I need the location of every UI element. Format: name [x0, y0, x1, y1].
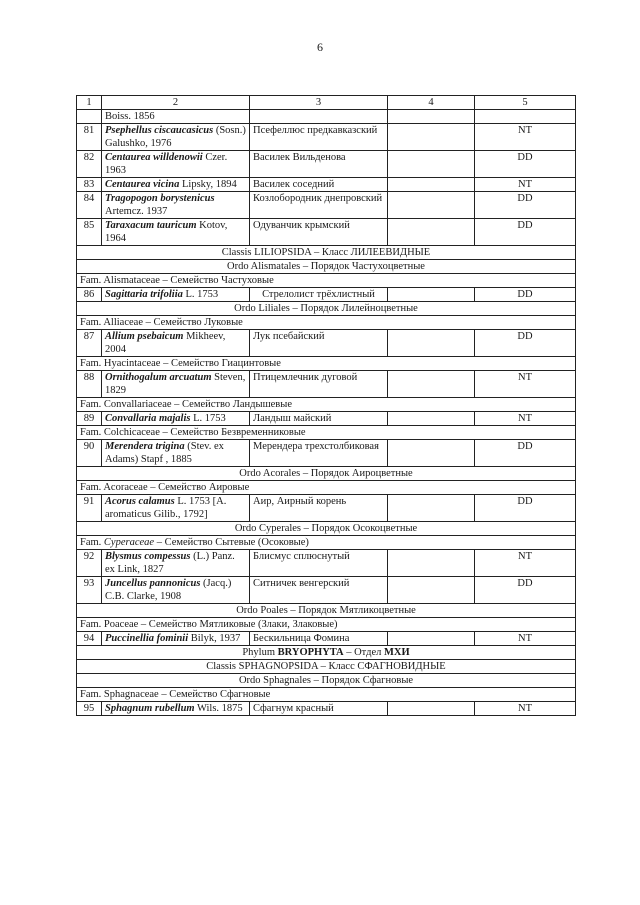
species-row [77, 577, 576, 604]
number-cell: 93 [77, 577, 102, 604]
column-4-cell [388, 440, 475, 467]
latin-name: Acorus calamus [105, 496, 175, 507]
number-cell: 85 [77, 219, 102, 246]
column-4-cell [388, 124, 475, 151]
taxon-heading-row [77, 467, 576, 481]
latin-name: Merendera trigina [105, 441, 185, 452]
latin-name: Centaurea vicina [105, 179, 180, 190]
latin-name-cell: Convallaria majalis L. 1753 [102, 412, 250, 426]
taxon-heading: Ordo Liliales – Порядок Лилейноцветные [77, 302, 576, 316]
russian-name-cell: Стрелолист трёхлистный [250, 288, 388, 302]
latin-name-cell: Tragopogon borystenicus Artemcz. 1937 [102, 192, 250, 219]
taxon-heading-row [77, 302, 576, 316]
latin-name-cell: Acorus calamus L. 1753 [A. aromaticus Gilib., 1792] [102, 495, 250, 522]
family-heading: Fam. Alliaceae – Семейство Луковые [77, 316, 576, 330]
russian-name-cell: Аир, Аирный корень [250, 495, 388, 522]
number-cell: 88 [77, 371, 102, 398]
taxon-heading-row [77, 674, 576, 688]
number-cell: 94 [77, 632, 102, 646]
species-row [77, 371, 576, 398]
column-4-cell [388, 632, 475, 646]
taxon-heading-row [77, 522, 576, 536]
latin-name: Puccinellia fominii [105, 633, 189, 644]
family-heading: Fam. Sphagnaceae – Семейство Сфагновые [77, 688, 576, 702]
header-cell: 1 [77, 96, 102, 110]
taxon-heading: Ordo Poales – Порядок Мятликоцветные [77, 604, 576, 618]
taxon-heading: Classis SPHAGNOPSIDA – Класс СФАГНОВИДНЫЕ [77, 660, 576, 674]
number-cell: 92 [77, 550, 102, 577]
russian-name-cell: Мерендера трехстолбиковая [250, 440, 388, 467]
family-heading: Fam. Acoraceae – Семейство Аировые [77, 481, 576, 495]
bold-text: МХИ [384, 647, 410, 658]
status-cell: DD [475, 151, 576, 178]
column-4-cell [388, 288, 475, 302]
taxon-heading: Classis LILIOPSIDA – Класс ЛИЛЕЕВИДНЫЕ [77, 246, 576, 260]
latin-name: Ornithogalum arcuatum [105, 372, 212, 383]
species-row [77, 288, 576, 302]
number-cell: 87 [77, 330, 102, 357]
family-heading: Fam. Alismataceae – Семейство Частуховые [77, 274, 576, 288]
family-heading: Fam. Convallariaceae – Семейство Ландышевые [77, 398, 576, 412]
column-4-cell [388, 412, 475, 426]
latin-name-cell: Merendera trigina (Stev. ex Adams) Stapf , 1885 [102, 440, 250, 467]
status-cell: NT [475, 412, 576, 426]
russian-name-cell: Одуванчик крымский [250, 219, 388, 246]
species-table-body [77, 96, 576, 716]
column-4-cell [388, 495, 475, 522]
latin-name: Taraxacum tauricum [105, 220, 197, 231]
status-cell [475, 110, 576, 124]
family-row [77, 357, 576, 371]
latin-name-cell: Psephellus ciscaucasicus (Sosn.) Galushko, 1976 [102, 124, 250, 151]
family-row [77, 688, 576, 702]
status-cell: DD [475, 577, 576, 604]
species-row [77, 440, 576, 467]
status-cell: DD [475, 192, 576, 219]
status-cell: DD [475, 440, 576, 467]
latin-name-cell: Centaurea vicina Lipsky, 1894 [102, 178, 250, 192]
latin-name-cell: Sphagnum rubellum Wils. 1875 [102, 702, 250, 716]
status-cell: NT [475, 371, 576, 398]
species-row [77, 124, 576, 151]
russian-name-cell: Козлобородник днепровский [250, 192, 388, 219]
header-cell: 3 [250, 96, 388, 110]
page-number: 6 [317, 40, 323, 54]
latin-name-cell: Allium psebaicum Mikheev, 2004 [102, 330, 250, 357]
header-cell: 5 [475, 96, 576, 110]
status-cell: DD [475, 330, 576, 357]
family-heading: Fam. Colchicaceae – Семейство Безвременниковые [77, 426, 576, 440]
latin-name: Tragopogon borystenicus [105, 193, 215, 204]
species-row [77, 495, 576, 522]
column-4-cell [388, 330, 475, 357]
number-cell: 89 [77, 412, 102, 426]
status-cell: NT [475, 702, 576, 716]
family-row [77, 481, 576, 495]
latin-name-cell: Blysmus compessus (L.) Panz. ex Link, 1827 [102, 550, 250, 577]
italic-text: Cyperaceae [103, 537, 155, 548]
russian-name-cell: Василек Вильденова [250, 151, 388, 178]
latin-name-cell: Juncellus pannonicus (Jacq.) C.B. Clarke, 1908 [102, 577, 250, 604]
latin-name: Sagittaria trifoliia [105, 289, 183, 300]
latin-name: Sphagnum rubellum [105, 703, 195, 714]
continuation-row [77, 110, 576, 124]
status-cell: NT [475, 550, 576, 577]
column-4-cell [388, 178, 475, 192]
bold-text: BRYOPHYTA [277, 647, 344, 658]
russian-name-cell: Лук псебайский [250, 330, 388, 357]
column-4-cell [388, 151, 475, 178]
header-cell: 2 [102, 96, 250, 110]
taxon-heading-row [77, 604, 576, 618]
russian-name-cell [250, 110, 388, 124]
header-row [77, 96, 576, 110]
header-cell: 4 [388, 96, 475, 110]
russian-name-cell: Псефеллюс предкавказский [250, 124, 388, 151]
species-row [77, 330, 576, 357]
status-cell: DD [475, 219, 576, 246]
species-row [77, 702, 576, 716]
russian-name-cell: Сфагнум красный [250, 702, 388, 716]
family-row [77, 316, 576, 330]
taxon-heading-row [77, 646, 576, 660]
number-cell [77, 110, 102, 124]
taxon-heading: Ordo Cyperales – Порядок Осокоцветные [77, 522, 576, 536]
family-heading: Fam. Cyperaceae – Семейство Сытевые (Осоковые) [77, 536, 576, 550]
column-4-cell [388, 702, 475, 716]
column-4-cell [388, 577, 475, 604]
species-row [77, 412, 576, 426]
number-cell: 90 [77, 440, 102, 467]
family-row [77, 536, 576, 550]
taxon-heading: Phylum BRYOPHYTA – Отдел МХИ [77, 646, 576, 660]
latin-name: Allium psebaicum [105, 331, 184, 342]
russian-name-cell: Ситничек венгерский [250, 577, 388, 604]
taxon-heading-row [77, 260, 576, 274]
taxon-heading: Ordo Alismatales – Порядок Частухоцветные [77, 260, 576, 274]
latin-name: Blysmus compessus [105, 551, 191, 562]
status-cell: NT [475, 178, 576, 192]
latin-name-cell: Puccinellia fominii Bilyk, 1937 [102, 632, 250, 646]
russian-name-cell: Блисмус сплюснутый [250, 550, 388, 577]
status-cell: NT [475, 124, 576, 151]
status-cell: NT [475, 632, 576, 646]
taxon-heading: Ordo Acorales – Порядок Аироцветные [77, 467, 576, 481]
russian-name-cell: Птицемлечник дуговой [250, 371, 388, 398]
latin-name: Juncellus pannonicus [105, 578, 201, 589]
column-4-cell [388, 550, 475, 577]
latin-name-cell: Centaurea willdenowii Czer. 1963 [102, 151, 250, 178]
column-4-cell [388, 371, 475, 398]
taxon-heading-row [77, 246, 576, 260]
latin-name-cell: Ornithogalum arcuatum Steven, 1829 [102, 371, 250, 398]
number-cell: 95 [77, 702, 102, 716]
species-row [77, 219, 576, 246]
russian-name-cell: Ландыш майский [250, 412, 388, 426]
taxon-heading: Ordo Sphagnales – Порядок Сфагновые [77, 674, 576, 688]
number-cell: 86 [77, 288, 102, 302]
species-table [76, 95, 576, 716]
latin-name: Psephellus ciscaucasicus [105, 125, 214, 136]
family-row [77, 398, 576, 412]
latin-name: Centaurea willdenowii [105, 152, 203, 163]
species-row [77, 632, 576, 646]
latin-name-cell: Taraxacum tauricum Kotov, 1964 [102, 219, 250, 246]
number-cell: 91 [77, 495, 102, 522]
family-row [77, 618, 576, 632]
family-heading: Fam. Poaceae – Семейство Мятликовые (Злаки, Злаковые) [77, 618, 576, 632]
status-cell: DD [475, 495, 576, 522]
family-row [77, 426, 576, 440]
taxon-heading-row [77, 660, 576, 674]
russian-name-cell: Бескильница Фомина [250, 632, 388, 646]
number-cell: 83 [77, 178, 102, 192]
family-heading: Fam. Hyacintaceae – Семейство Гиацинтовые [77, 357, 576, 371]
status-cell: DD [475, 288, 576, 302]
latin-name-cell: Sagittaria trifoliia L. 1753 [102, 288, 250, 302]
latin-name-cell: Boiss. 1856 [102, 110, 250, 124]
species-row [77, 192, 576, 219]
column-4-cell [388, 192, 475, 219]
russian-name-cell: Василек соседний [250, 178, 388, 192]
species-row [77, 151, 576, 178]
column-4-cell [388, 110, 475, 124]
number-cell: 82 [77, 151, 102, 178]
family-row [77, 274, 576, 288]
species-row [77, 550, 576, 577]
number-cell: 84 [77, 192, 102, 219]
latin-name: Convallaria majalis [105, 413, 191, 424]
column-4-cell [388, 219, 475, 246]
number-cell: 81 [77, 124, 102, 151]
species-row [77, 178, 576, 192]
